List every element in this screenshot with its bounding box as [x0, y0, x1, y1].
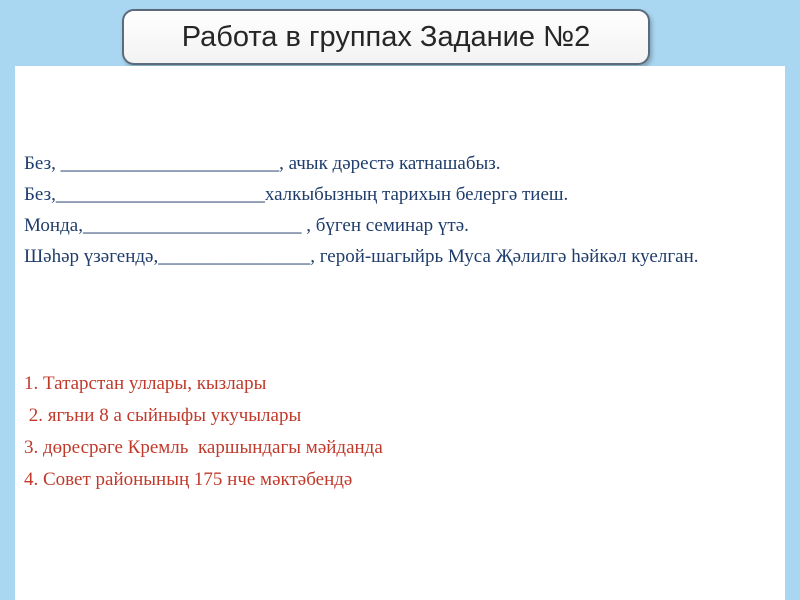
- answer-4: 4. Совет районының 175 нче мәктәбендә: [24, 469, 353, 490]
- sentence-4: Шәһәр үзәгендә,________________, герой-шагыйрь Муса Җәлилгә һәйкәл куелган.: [24, 246, 699, 267]
- slide-title: Работа в группах Задание №2: [181, 20, 591, 53]
- answer-options: [24, 368, 784, 496]
- answer-2: 2. ягъни 8 а сыйныфы укучылары: [24, 405, 302, 426]
- content-panel: [15, 66, 785, 600]
- answer-3: 3. дөресрәге Кремль каршындагы мәйданда: [24, 437, 383, 458]
- sentence-3: Монда,_______________________ , бүген семинар үтә.: [24, 215, 469, 236]
- slide-title-box: [122, 9, 650, 65]
- sentence-2: Без,______________________халкыбызның тарихын белергә тиеш.: [24, 184, 569, 205]
- sentence-1: Без, _______________________, ачык дәрестә катнашабыз.: [24, 153, 501, 174]
- fill-in-sentences: [24, 148, 784, 272]
- answer-1: 1. Татарстан уллары, кызлары: [24, 373, 267, 394]
